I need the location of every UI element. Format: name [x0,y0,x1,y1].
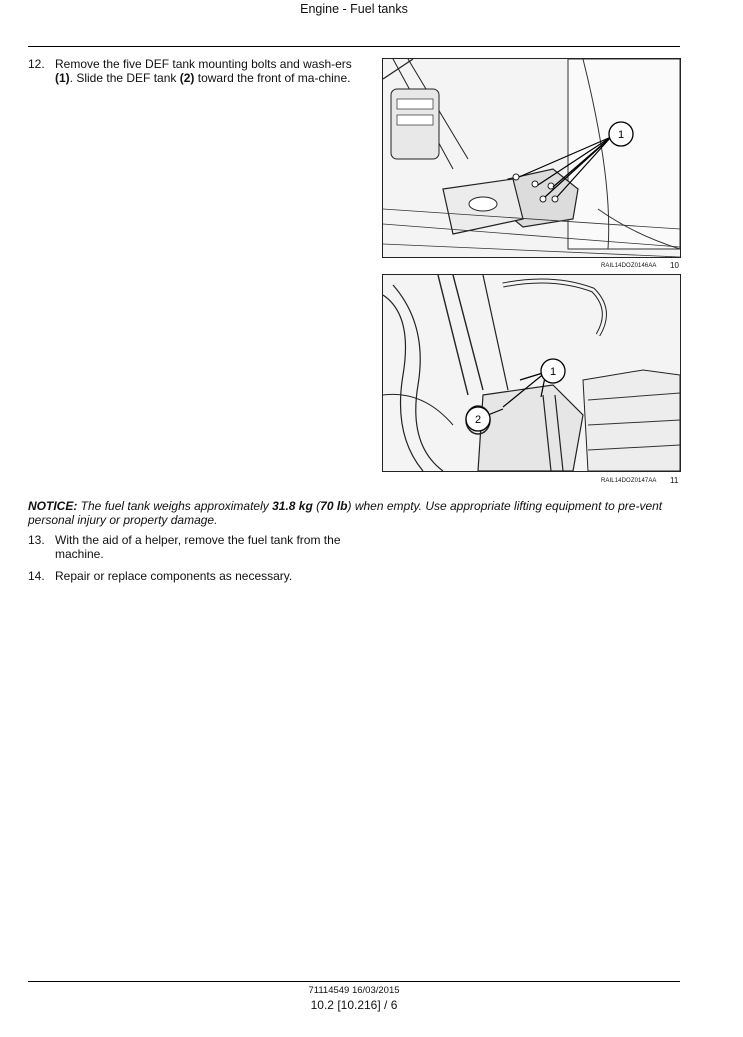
figure-code: RAIL14DOZ0147AA [601,478,657,484]
figure-code: RAIL14DOZ0146AA [601,263,657,269]
callout-1-label: 1 [549,366,557,378]
footer-page-number: 10.2 [10.216] / 6 [310,998,398,1012]
illustration-def-tank-mounting [383,59,680,257]
callout-1-label: 1 [617,129,625,141]
step-12 [28,57,358,85]
notice-paragraph: NOTICE: The fuel tank weighs approximately 31.8 kg (70 lb) when empty. Use appropriate lifting equipment to pre-vent personal injury or property damage. [28,499,663,527]
illustration-fuel-tank [383,275,680,471]
figure-fuel-tank-removal [382,274,681,472]
figure-number: 11 [670,476,679,485]
step-number: 13. [28,533,45,547]
step-number: 14. [28,569,45,583]
step-13 [28,533,358,561]
footer-rule [28,981,680,982]
page-header-title: Engine - Fuel tanks [300,2,408,16]
callout-2-label: 2 [474,414,482,426]
step-text: Remove the five DEF tank mounting bolts and wash-ers (1). Slide the DEF tank (2) toward the front of ma-chine. [55,57,352,85]
footer-doc-code: 71114549 16/03/2015 [308,985,400,996]
notice-label: NOTICE: [28,499,78,513]
step-14 [28,569,358,583]
step-number: 12. [28,57,45,71]
figure-number: 10 [670,261,679,270]
header-rule [28,46,680,47]
step-text: With the aid of a helper, remove the fuel tank from the machine. [55,533,341,561]
step-text: Repair or replace components as necessary. [55,569,293,583]
figure-def-tank-bolts [382,58,681,258]
